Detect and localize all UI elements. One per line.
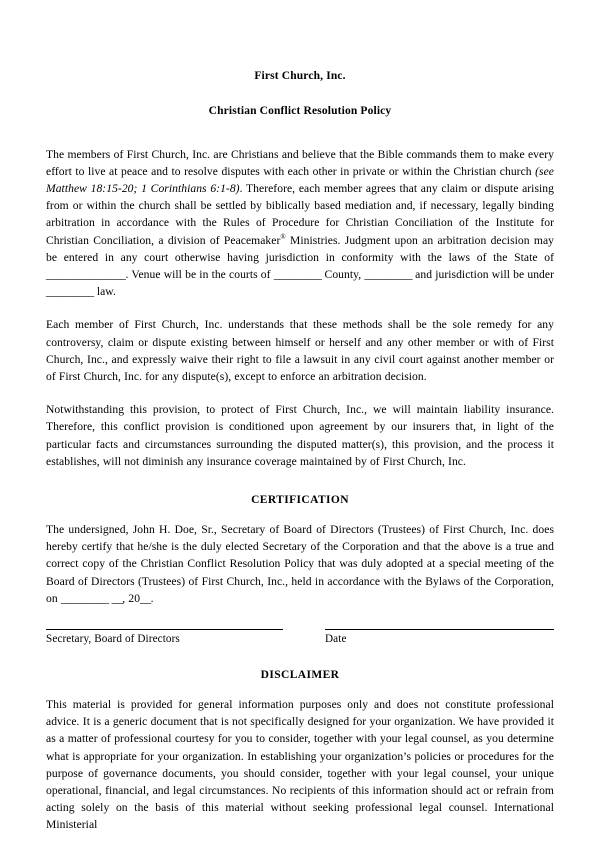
disclaimer-heading: DISCLAIMER: [260, 669, 340, 682]
blank-field-day[interactable]: __: [111, 591, 123, 605]
blank-field-county[interactable]: _________: [273, 268, 322, 282]
policy-p1-text-2: . Therefore, each member agrees that any claim or dispute arising from or within the church shall be settled by biblically based mediation and, if necessary, legally binding arbitration in accordance with the Rules of Procedure for Christian Conciliation of the Institute for Christian Conciliation, a division of Peacemaker: [46, 182, 554, 247]
blank-field-state[interactable]: _______________: [46, 268, 126, 282]
policy-p1-text-1: The members of First Church, Inc. are Christians and believe that the Bible commands them to make every effort to live at peace and to resolve disputes with each other in private or within the Christian church: [46, 147, 554, 178]
document-title: First Church, Inc.: [254, 70, 346, 82]
certification-text-1: The undersigned, John H. Doe, Sr., Secretary of Board of Directors (Trustees) of First Church, Inc. does hereby certify that he/she is the duly elected Secretary of the Corporation and that the above is a true and correct copy of the Christian Conflict Resolution Policy that was duly adopted at a special meeting of the Board of Directors (Trustees) of First Church, Inc., held in accordance with the Bylaws of the Corporation, on: [46, 523, 554, 605]
scripture-reference: (see Matthew 18:15-20; 1 Corinthians 6:1-8): [46, 164, 554, 195]
signature-block: [46, 629, 554, 647]
policy-paragraph-2: Each member of First Church, Inc. understands that these methods shall be the sole remedy for any controversy, claim or dispute existing between himself or herself and any other member or with of First Church, Inc., and expressly waive their right to file a lawsuit in any civil court against another member or of First Church, Inc. for any dispute(s), except to enforce an arbitration decision.: [46, 318, 554, 384]
policy-p1-text-4: . Venue will be in the courts of: [125, 268, 274, 282]
certification-text-4: .: [150, 591, 154, 605]
policy-p1-text-7: law.: [93, 285, 116, 299]
signature-line-secretary[interactable]: [46, 629, 283, 630]
signature-label-date: Date: [325, 633, 347, 646]
policy-p1-text-6: and jurisdiction will be under: [412, 268, 555, 282]
registered-trademark-icon: ®: [280, 232, 286, 241]
signature-column-date: [325, 629, 554, 647]
blank-field-year[interactable]: __: [140, 591, 151, 605]
policy-p1-text-5: County,: [321, 268, 365, 282]
certification-paragraph: [46, 521, 554, 607]
signature-column-secretary: [46, 629, 283, 647]
blank-field-jurisdiction[interactable]: _________: [364, 268, 413, 282]
disclaimer-paragraph: This material is provided for general information purposes only and does not constitute professional advice. It is a generic document that is not specifically designed for your organization. We have provided it as a matter of professional courtesy for you to consider, together with your legal counsel, as you determine what is appropriate for your organization. In establishing your organization’s policies or procedures for the purpose of governance documents, you should consider, together with your legal counsel, your unique operational, financial, and legal circumstances. No recipients of this information should act or refrain from acting solely on the basis of this material without seeking professional legal counsel. International Ministerial: [46, 698, 554, 832]
policy-p1-text-3: Ministries. Judgment upon an arbitration decision may be entered in any court otherwise having jurisdiction in conformity with the laws of the State of: [46, 233, 554, 264]
blank-field-month[interactable]: _________: [60, 591, 109, 605]
blank-field-law[interactable]: _________: [46, 285, 94, 299]
document-page: [0, 70, 600, 846]
document-subtitle: Christian Conflict Resolution Policy: [208, 104, 392, 117]
signature-line-date[interactable]: [325, 629, 554, 630]
policy-paragraph-3: Notwithstanding this provision, to protect of First Church, Inc., we will maintain liability insurance. Therefore, this conflict provision is conditioned upon agreement by our insurers that, in light of the particular facts and circumstances surrounding the disputed matter(s), this provision, and the process it establishes, will not diminish any insurance coverage maintained by of First Church, Inc.: [46, 403, 554, 468]
policy-paragraph-1: [46, 146, 554, 301]
certification-text-3: , 20: [122, 591, 141, 605]
certification-heading: CERTIFICATION: [251, 494, 349, 507]
signature-label-secretary: Secretary, Board of Directors: [46, 633, 180, 646]
